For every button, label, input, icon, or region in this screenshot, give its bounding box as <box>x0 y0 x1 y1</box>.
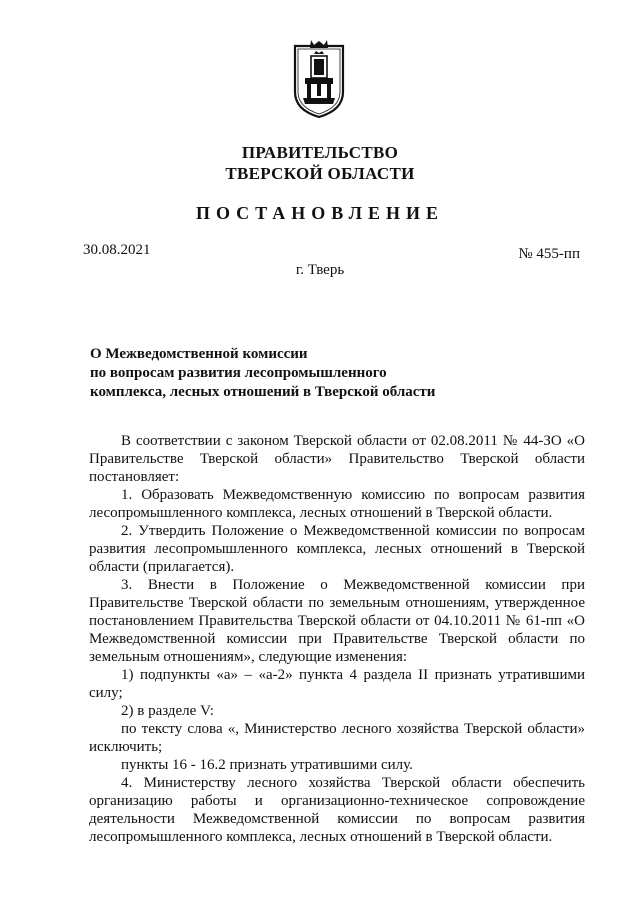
clause-3-sub-2b: пункты 16 - 16.2 признать утратившими силу. <box>121 757 413 773</box>
subject-line: О Межведомственной комиссии <box>90 346 308 362</box>
subject-line: по вопросам развития лесопромышленного <box>90 365 387 381</box>
clause-3-sub-2a: по тексту слова «, Министерство лесного хозяйства Тверской области» исключить; <box>89 721 585 755</box>
clause-3-sub-1: 1) подпункты «а» – «а-2» пункта 4 раздела II признать утратившими силу; <box>89 667 585 701</box>
clause-3-sub-2: 2) в разделе V: <box>121 703 214 719</box>
subject-line: комплекса, лесных отношений в Тверской области <box>90 384 436 400</box>
preamble-paragraph: В соответствии с законом Тверской области от 02.08.2011 № 44-ЗО «О Правительстве Тверской области» Правительство Тверской области постановляет: <box>89 433 585 485</box>
document-city: г. Тверь <box>295 262 345 278</box>
clause-2: 2. Утвердить Положение о Межведомственной комиссии по вопросам развития лесопромышленного комплекса, лесных отношений в Тверской области (прилагается). <box>89 523 585 575</box>
clause-1: 1. Образовать Межведомственную комиссию по вопросам развития лесопромышленного комплекса, лесных отношений в Тверской области. <box>89 487 585 521</box>
coat-of-arms-emblem <box>287 40 351 120</box>
document-subject <box>90 345 530 402</box>
organization-name-line1: ПРАВИТЕЛЬСТВО <box>241 143 399 162</box>
organization-name-line2: ТВЕРСКОЙ ОБЛАСТИ <box>225 164 415 183</box>
document-date: 30.08.2021 <box>83 242 151 258</box>
clause-3: 3. Внести в Положение о Межведомственной комиссии при Правительстве Тверской области по земельным отношениям, утвержденное постановлением Правительства Тверской области от 04.10.2011 № 61-пп «О Межведомственной комиссии при Правительстве Тверской области по земельным отношениям», следующие изменения: <box>89 577 585 665</box>
document-body <box>89 432 585 846</box>
document-number: № 455-пп <box>518 246 580 262</box>
document-type: ПОСТАНОВЛЕНИЕ <box>195 203 445 223</box>
clause-4: 4. Министерству лесного хозяйства Тверской области обеспечить организацию работы и организационно-техническое сопровождение деятельности Межведомственной комиссии по вопросам развития лесопромышленного комплекса, лесных отношений в Тверской области. <box>89 775 585 845</box>
